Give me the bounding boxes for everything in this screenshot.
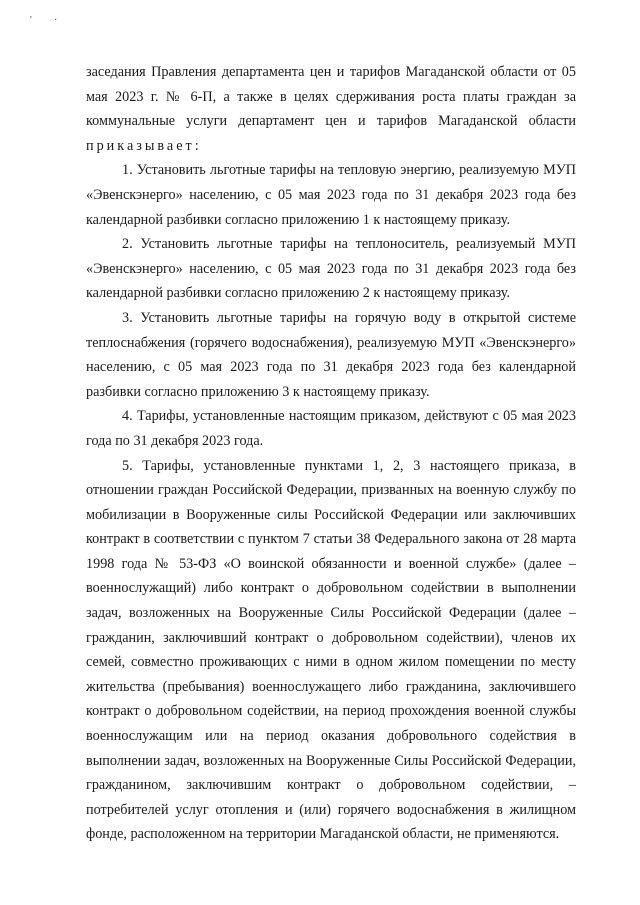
order-keyword: приказывает	[86, 137, 195, 154]
clause-5-paragraph: 5. Тарифы, установленные пунктами 1, 2, 3 настоящего приказа, в отношении граждан Российской Федерации, призванных на военную службу по мобилизации в Вооруженные силы Российской Федерации или заключивших контракт в соответствии с пунктом 7 статьи 38 Федерального закона от 28 марта 1998 года № 53-ФЗ «О воинской обязанности и военной службе» (далее – военнослужащий) либо контракт о добровольном содействии в выполнении задач, возложенных на Вооруженные Силы Российской Федерации (далее – гражданин, заключивший контракт о добровольном содействии), членов их семей, совместно проживающих с ними в одном жилом помещении по месту жительства (пребывания) военнослужащего либо гражданина, заключившего контракт о добровольном содействии, на период прохождения военной службы военнослужащим или на период оказания добровольного содействия в выполнении задач, возложенных на Вооруженные Силы Российской Федерации, гражданином, заключившим контракт о добровольном содействии, – потребителей услуг отопления и (или) горячего водоснабжения в жилищном фонде, расположенном на территории Магаданской области, не применяются.	[86, 457, 576, 843]
document-body	[86, 60, 576, 847]
scan-artifact-mark: '	[30, 15, 32, 26]
clause-1-paragraph: 1. Установить льготные тарифы на тепловую энергию, реализуемую МУП «Эвенскэнерго» населению, с 05 мая 2023 года по 31 декабря 2023 года без календарной разбивки согласно приложению 1 к настоящему приказу.	[86, 162, 576, 228]
clause-2-paragraph: 2. Установить льготные тарифы на теплоноситель, реализуемый МУП «Эвенскэнерго» населению, с 05 мая 2023 года по 31 декабря 2023 года без календарной разбивки согласно приложению 2 к настоящему приказу.	[86, 236, 576, 302]
intro-paragraph	[86, 60, 576, 158]
clause-4-paragraph: 4. Тарифы, установленные настоящим приказом, действуют с 05 мая 2023 года по 31 декабря 2023 года.	[86, 408, 576, 449]
scan-artifact-mark: ·	[54, 15, 58, 26]
intro-text: заседания Правления департамента цен и тарифов Магаданской области от 05 мая 2023 г. № 6-П, а также в целях сдерживания роста платы граждан за коммунальные услуги департамент цен и тарифов Магаданской области	[86, 64, 576, 130]
intro-colon: :	[194, 137, 199, 154]
clause-3-paragraph: 3. Установить льготные тарифы на горячую воду в открытой системе теплоснабжения (горячего водоснабжения), реализуемую МУП «Эвенскэнерго» населению, с 05 мая 2023 года по 31 декабря 2023 года без календарной разбивки согласно приложению 3 к настоящему приказу.	[86, 309, 576, 400]
